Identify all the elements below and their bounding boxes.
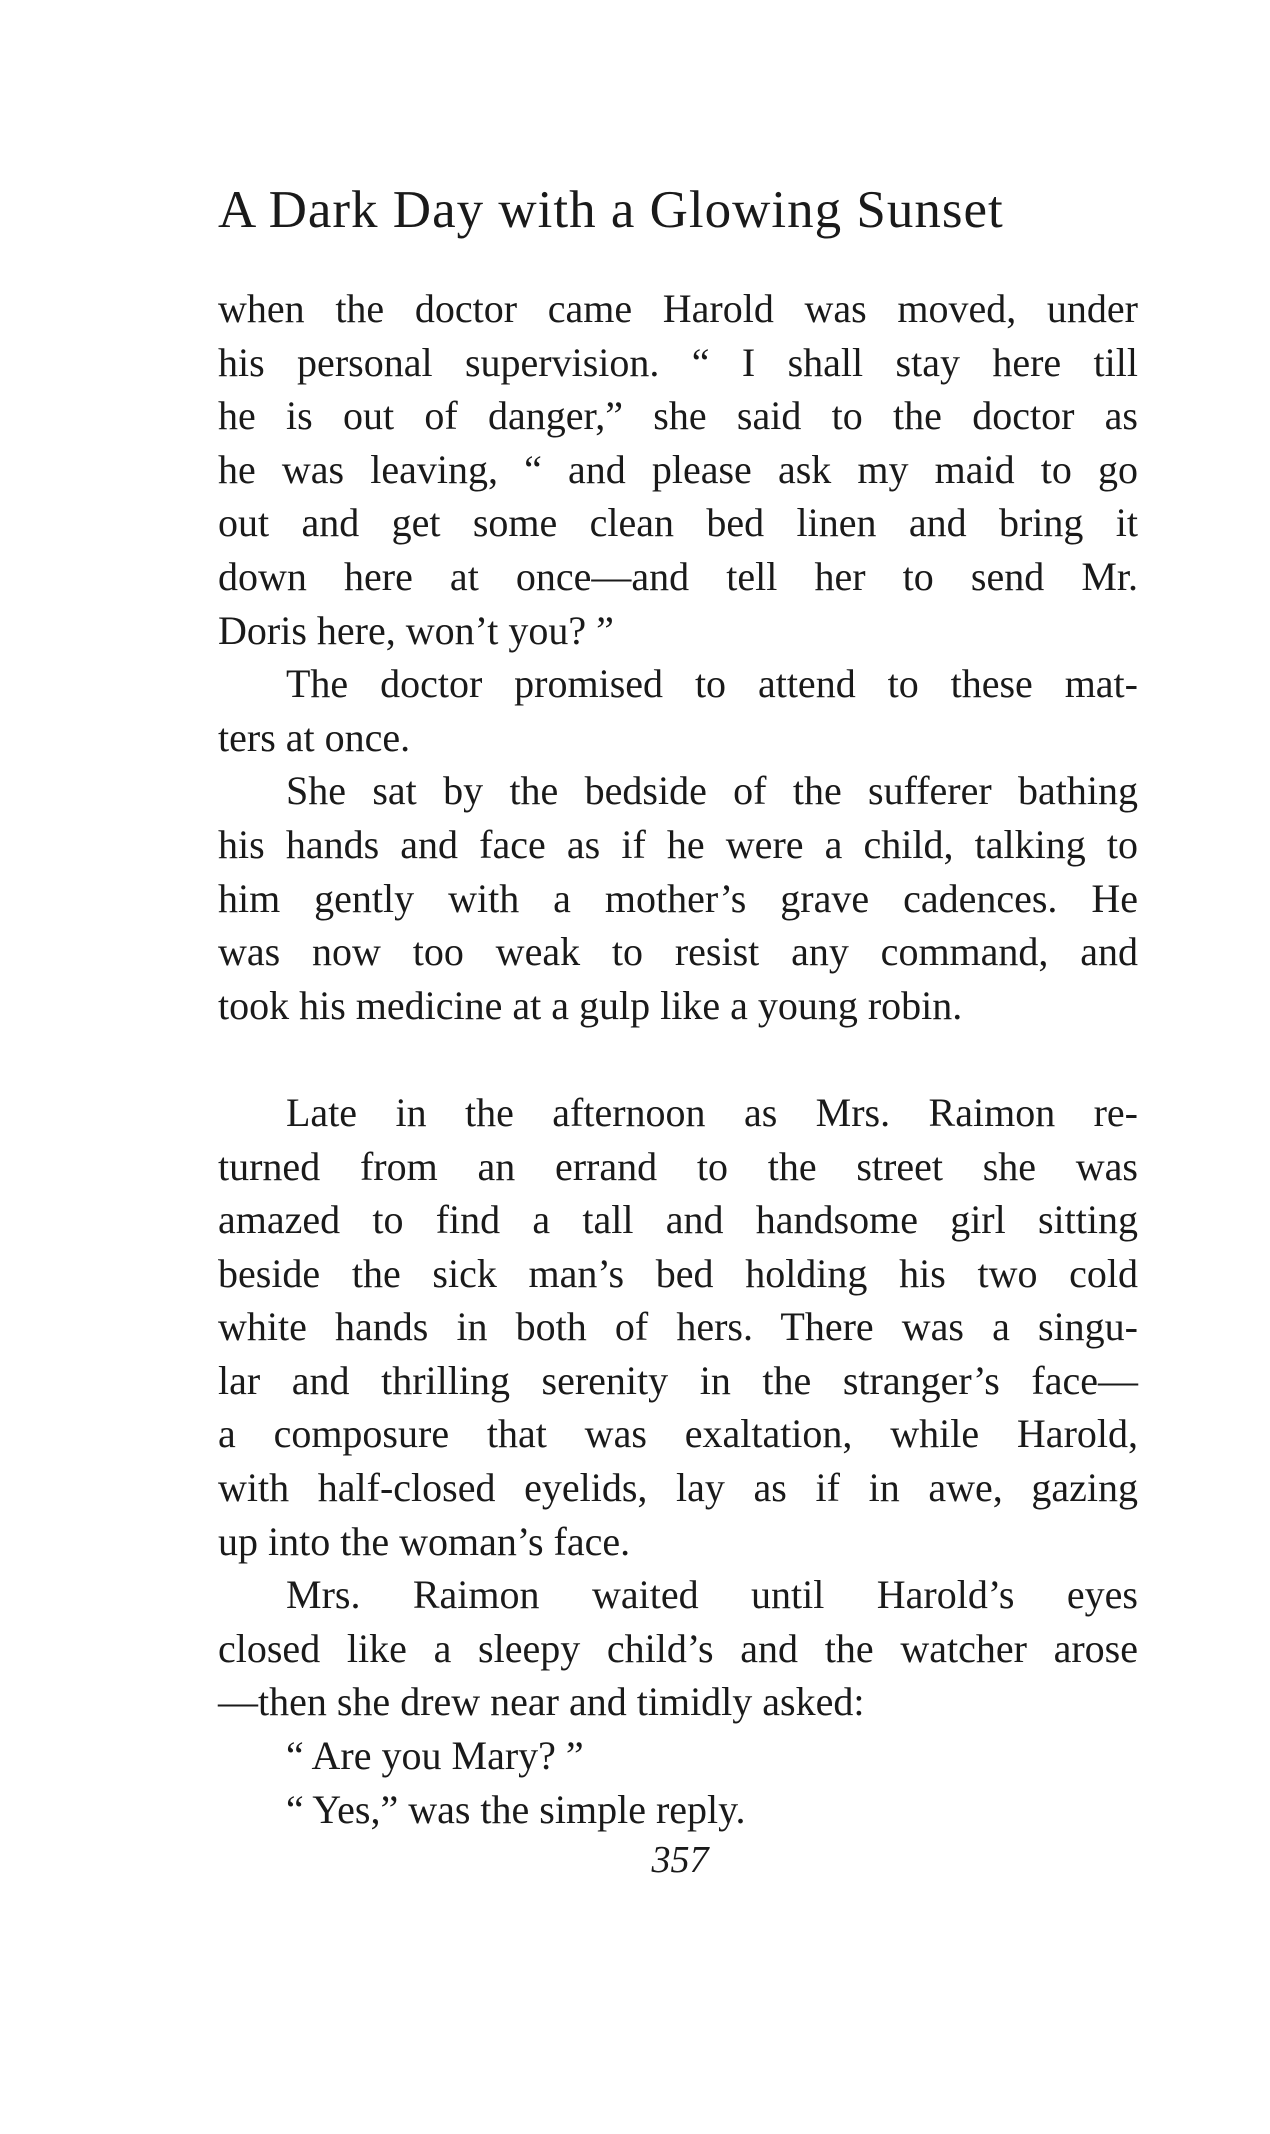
text-line: Late in the afternoon as Mrs. Raimon re- bbox=[286, 1089, 1138, 1135]
text-line: a composure that was exaltation, while Harold, bbox=[218, 1411, 1138, 1457]
text-line: “ Are you Mary? ” bbox=[286, 1733, 584, 1779]
text-line: white hands in both of hers. There was a singu- bbox=[218, 1304, 1138, 1350]
text-line: up into the woman’s face. bbox=[218, 1518, 631, 1564]
text-line: Doris here, won’t you? ” bbox=[218, 607, 614, 653]
text-line: his hands and face as if he were a child, talking to bbox=[218, 821, 1138, 867]
text-line: was now too weak to resist any command, and bbox=[218, 929, 1138, 975]
text-line: amazed to find a tall and handsome girl sitting bbox=[218, 1197, 1138, 1243]
page-body-text bbox=[218, 282, 1138, 1836]
text-line: out and get some clean bed linen and bring it bbox=[218, 500, 1138, 546]
text-line: Mrs. Raimon waited until Harold’s eyes bbox=[286, 1572, 1138, 1618]
text-line: took his medicine at a gulp like a young robin. bbox=[218, 982, 963, 1028]
text-line: The doctor promised to attend to these mat- bbox=[286, 661, 1138, 707]
text-line: with half-closed eyelids, lay as if in awe, gazing bbox=[218, 1465, 1138, 1511]
text-line: closed like a sleepy child’s and the watcher arose bbox=[218, 1625, 1138, 1671]
text-line: when the doctor came Harold was moved, under bbox=[218, 286, 1138, 331]
text-line: lar and thrilling serenity in the stranger’s face— bbox=[218, 1357, 1138, 1403]
text-line: turned from an errand to the street she was bbox=[218, 1143, 1138, 1189]
text-line: —then she drew near and timidly asked: bbox=[218, 1679, 865, 1725]
text-line: ters at once. bbox=[218, 714, 411, 760]
text-line: him gently with a mother’s grave cadences. He bbox=[218, 875, 1138, 921]
text-line: “ Yes,” was the simple reply. bbox=[286, 1786, 746, 1832]
text-line: his personal supervision. “ I shall stay here till bbox=[218, 339, 1138, 385]
text-line: he is out of danger,” she said to the doctor as bbox=[218, 393, 1138, 439]
text-line: beside the sick man’s bed holding his two cold bbox=[218, 1250, 1138, 1296]
text-line: She sat by the bedside of the sufferer bathing bbox=[286, 768, 1138, 814]
section-break bbox=[218, 1032, 1138, 1086]
running-head: A Dark Day with a Glowing Sunset bbox=[218, 181, 1004, 239]
page-number: 357 bbox=[651, 1839, 709, 1881]
text-line: down here at once—and tell her to send Mr. bbox=[218, 553, 1138, 599]
text-line: he was leaving, “ and please ask my maid to go bbox=[218, 446, 1138, 492]
